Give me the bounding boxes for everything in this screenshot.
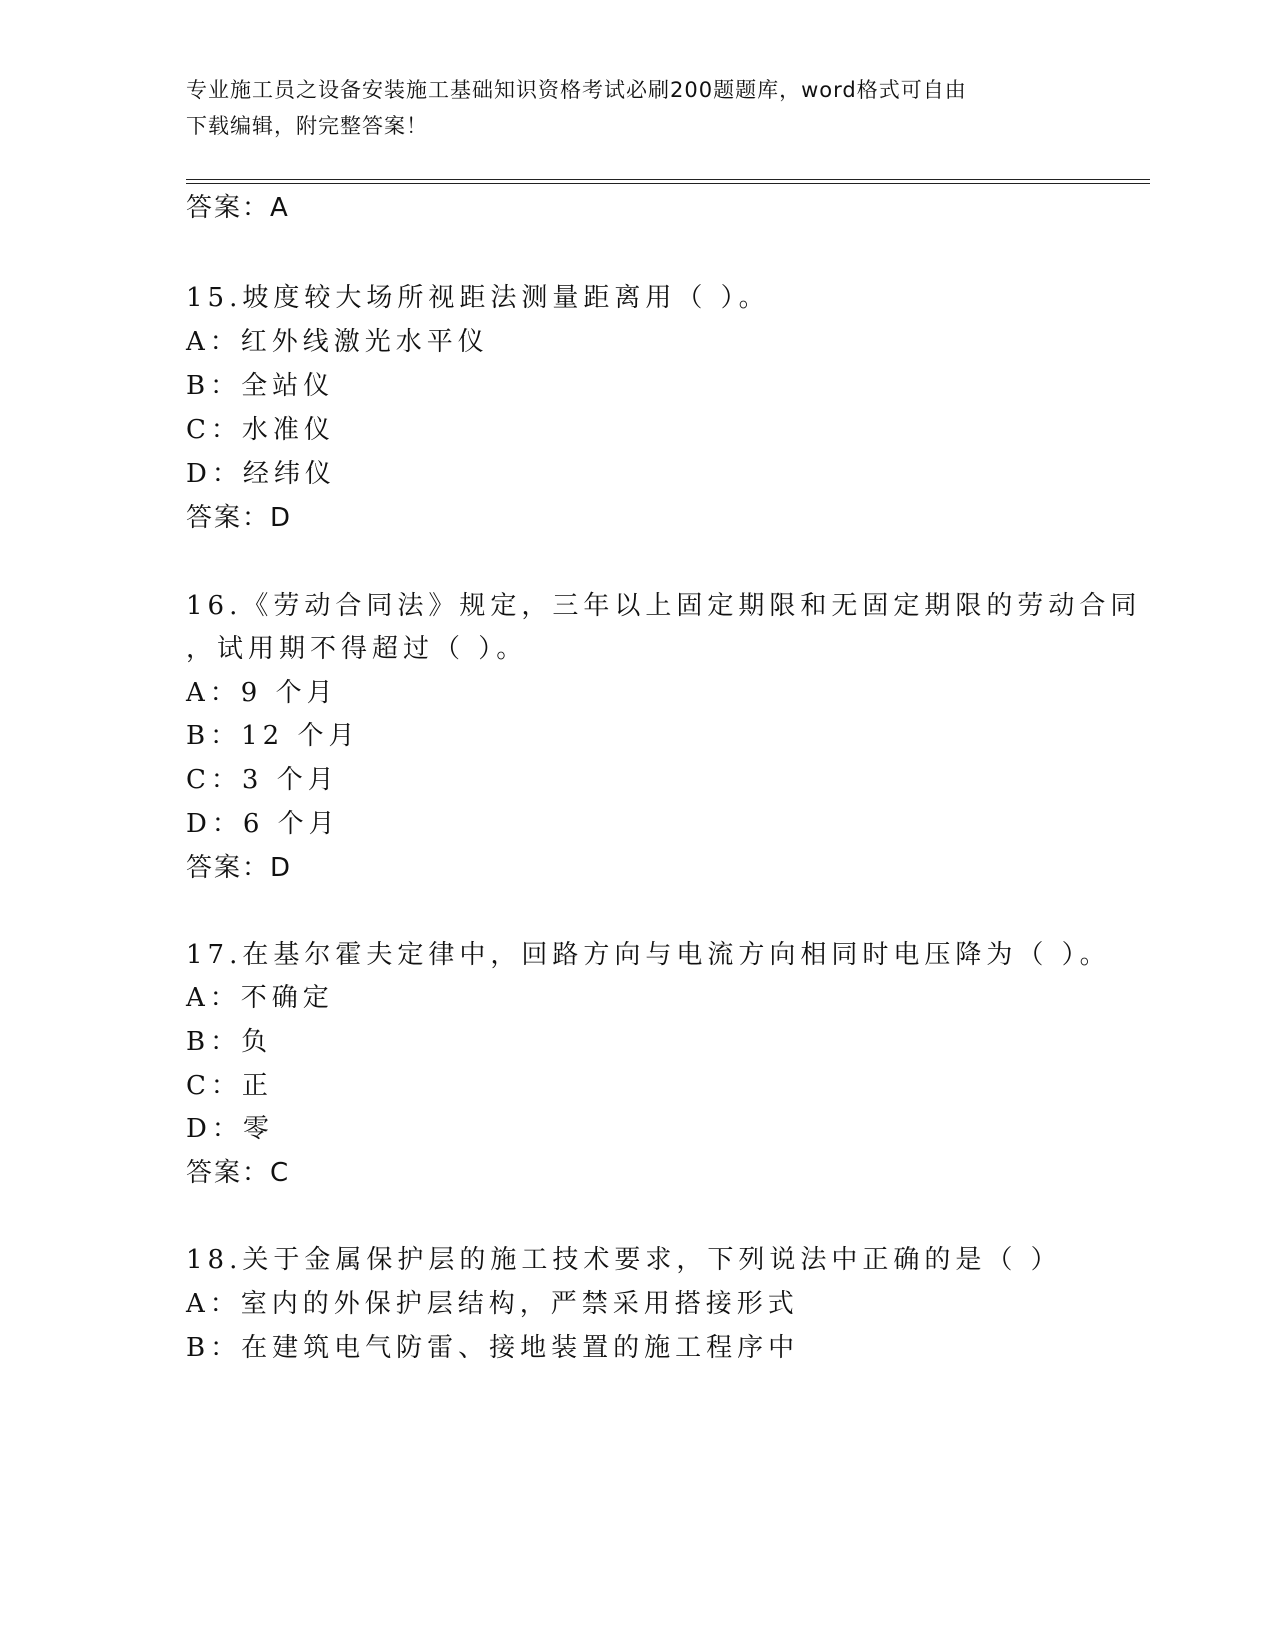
question-18-text: 18.关于金属保护层的施工技术要求，下列说法中正确的是（ ） — [186, 1245, 1062, 1275]
question-16-option-c: C：3 个月 — [186, 765, 339, 795]
header-divider-bottom — [186, 183, 1150, 184]
question-15-text: 15.坡度较大场所视距法测量距离用（ ）。 — [186, 283, 770, 313]
question-16-answer: 答案：D — [186, 853, 293, 883]
header-divider-top — [186, 179, 1150, 180]
question-15-option-a: A：红外线激光水平仪 — [186, 327, 489, 357]
question-17-option-a: A：不确定 — [186, 983, 334, 1013]
question-18-option-a: A：室内的外保护层结构，严禁采用搭接形式 — [186, 1289, 799, 1319]
question-17-option-b: B：负 — [186, 1027, 273, 1057]
question-16-option-b: B：12 个月 — [186, 721, 360, 751]
question-15-answer: 答案：D — [186, 503, 293, 533]
question-16-option-d: D：6 个月 — [186, 809, 340, 839]
question-17-answer: 答案：C — [186, 1158, 291, 1188]
question-17-text: 17.在基尔霍夫定律中，回路方向与电流方向相同时电压降为（ ）。 — [186, 940, 1111, 970]
question-16-option-a: A：9 个月 — [186, 678, 338, 708]
document-header — [186, 72, 1086, 144]
previous-answer: 答案：A — [186, 193, 290, 223]
question-17-option-d: D：零 — [186, 1114, 274, 1144]
header-line-2: 下载编辑，附完整答案！ — [186, 114, 428, 138]
question-16-text-line-1: 16.《劳动合同法》规定，三年以上固定期限和无固定期限的劳动合同 — [186, 591, 1142, 621]
question-16-text-line-2: ，试用期不得超过（ ）。 — [186, 634, 528, 664]
question-17-option-c: C：正 — [186, 1071, 273, 1101]
header-line-1: 专业施工员之设备安装施工基础知识资格考试必刷200题题库，word格式可自由 — [186, 78, 967, 102]
question-15-option-d: D：经纬仪 — [186, 459, 336, 489]
question-15-option-c: C：水准仪 — [186, 415, 335, 445]
question-15-option-b: B：全站仪 — [186, 371, 335, 401]
question-18-option-b: B：在建筑电气防雷、接地装置的施工程序中 — [186, 1333, 800, 1363]
